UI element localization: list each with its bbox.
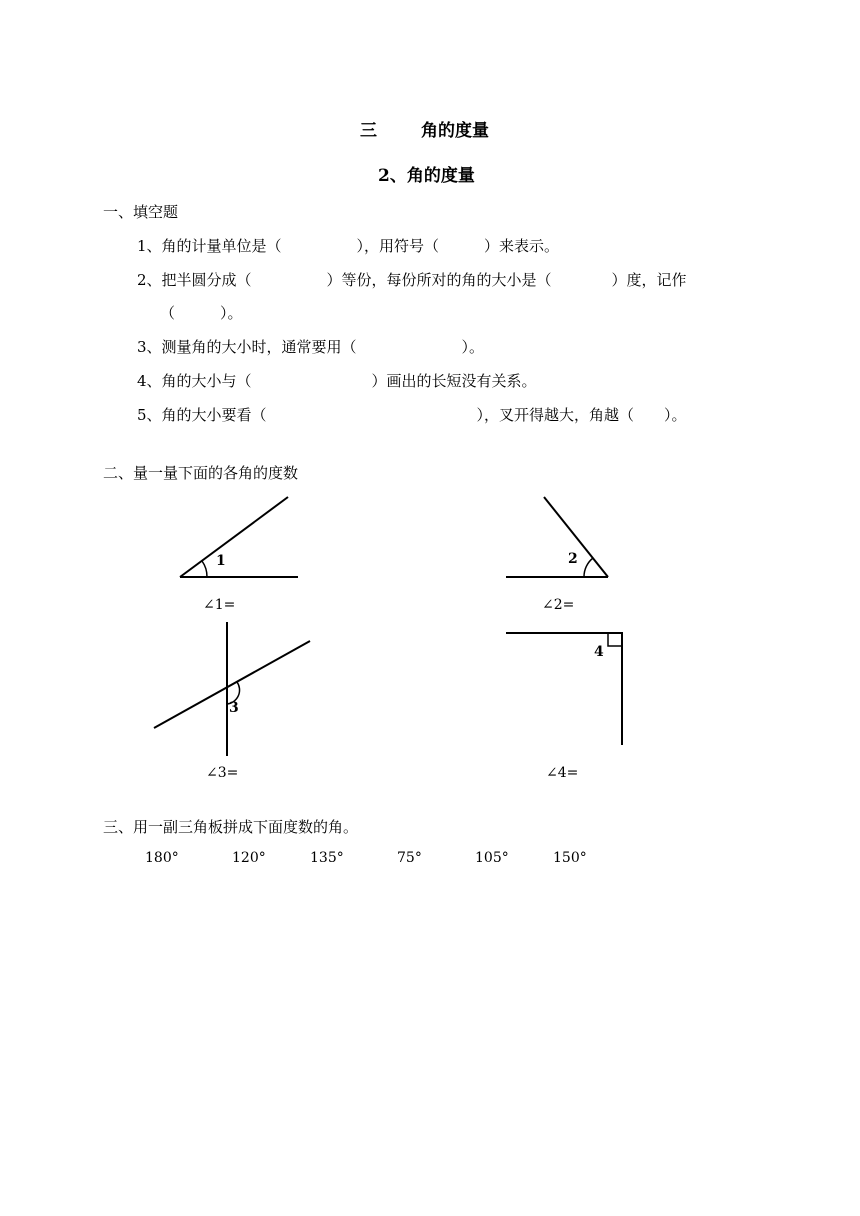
degree-item: 75° <box>397 850 422 866</box>
angle-3-figure <box>150 618 320 758</box>
degree-item: 135° <box>310 850 344 866</box>
angle-1-arc <box>202 561 207 577</box>
angle-1-figure <box>170 490 310 585</box>
degree-item: 150° <box>553 850 587 866</box>
unit-number: 三 <box>360 121 377 141</box>
angle-2-mark: 2 <box>568 551 578 567</box>
angle-4-figure <box>500 625 630 750</box>
angle-2-caption: ∠2= <box>542 597 575 613</box>
degree-item: 120° <box>232 850 266 866</box>
section-2-heading: 二、量一量下面的各角的度数 <box>103 464 299 482</box>
section-1-heading: 一、填空题 <box>103 203 179 221</box>
question-4: 4、角的大小与（ ）画出的长短没有关系。 <box>137 372 537 390</box>
angle-4-right-angle-mark <box>608 633 622 646</box>
lesson-title: 2、角的度量 <box>378 166 475 186</box>
section-3-heading: 三、用一副三角板拼成下面度数的角。 <box>103 818 359 836</box>
angle-2-arc <box>584 558 593 577</box>
question-1: 1、角的计量单位是（ ），用符号（ ）来表示。 <box>137 237 560 255</box>
angle-3-caption: ∠3= <box>206 765 239 781</box>
question-5: 5、角的大小要看（ ），叉开得越大，角越（ ）。 <box>137 406 687 424</box>
question-2-line-1: 2、把半圆分成（ ）等份，每份所对的角的大小是（ ）度，记作 <box>137 271 687 289</box>
angle-1-mark: 1 <box>216 553 226 569</box>
question-2-line-2: （ ）。 <box>160 304 243 322</box>
angle-4-mark: 4 <box>594 644 604 660</box>
degree-item: 180° <box>145 850 179 866</box>
angle-1-caption: ∠1= <box>203 597 236 613</box>
unit-title: 角的度量 <box>421 121 489 141</box>
angle-3-mark: 3 <box>229 700 239 716</box>
angle-2-figure <box>500 490 620 585</box>
angle-4-caption: ∠4= <box>546 765 579 781</box>
question-3: 3、测量角的大小时，通常要用（ ）。 <box>137 338 485 356</box>
degree-item: 105° <box>475 850 509 866</box>
angle-1-ray-upper <box>180 497 288 577</box>
